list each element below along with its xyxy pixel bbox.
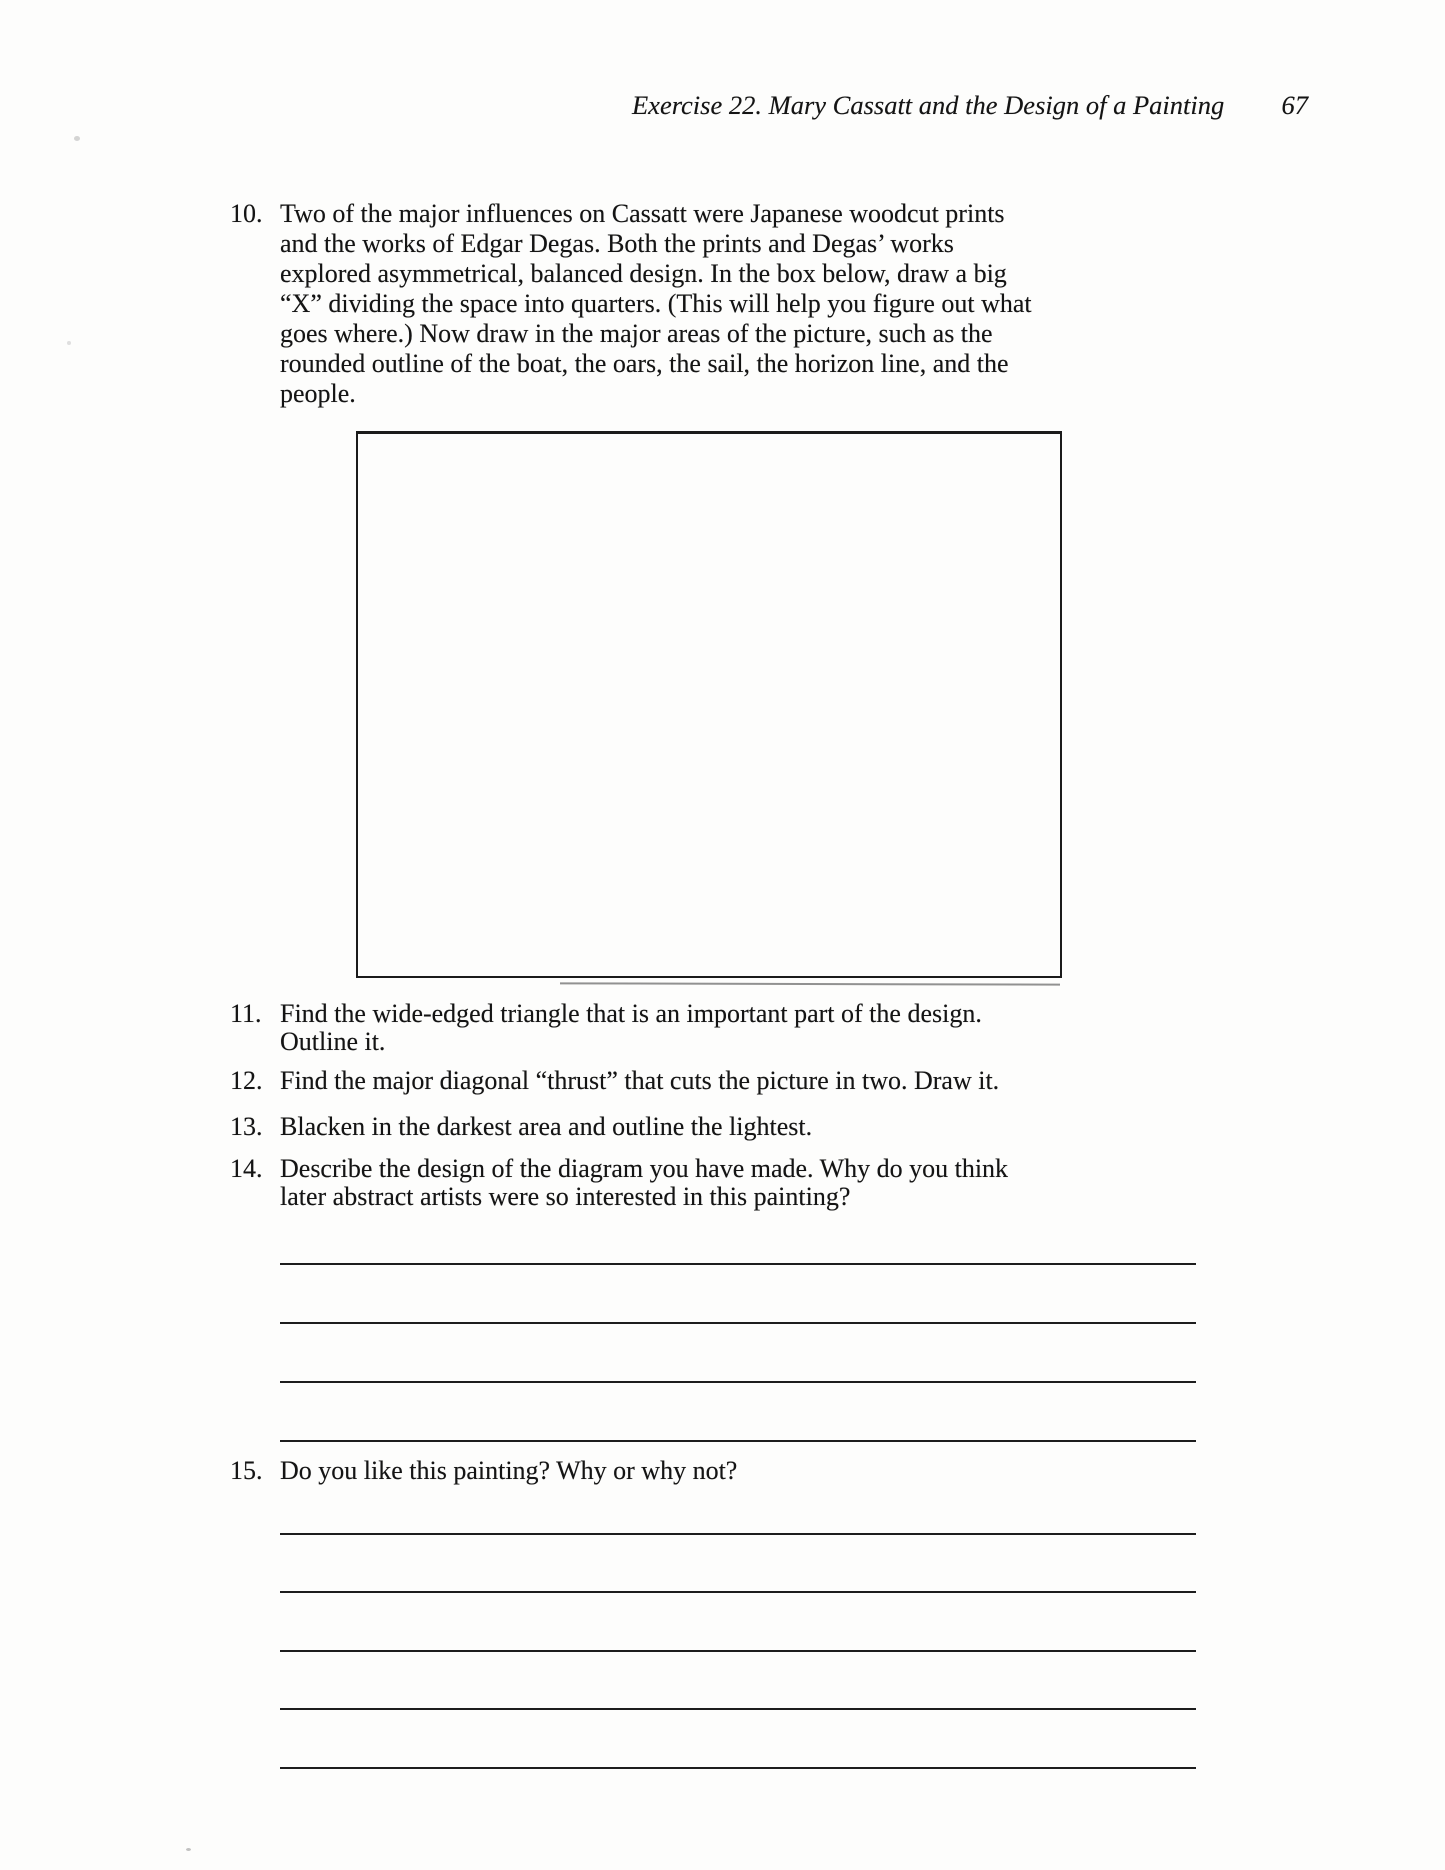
item-12-number: 12. xyxy=(230,1066,263,1095)
item-13-text xyxy=(280,1113,812,1141)
scan-speck xyxy=(74,136,80,141)
item-15-number: 15. xyxy=(230,1456,263,1485)
answer-line xyxy=(280,1652,1196,1711)
item-10-line: rounded outline of the boat, the oars, the sail, the horizon line, and the xyxy=(280,349,1009,378)
item-10-number: 10. xyxy=(230,199,263,228)
answer-line xyxy=(280,1710,1196,1769)
page-number: 67 xyxy=(1281,90,1308,120)
answer-line xyxy=(280,1324,1196,1383)
answer-lines-item-14 xyxy=(280,1206,1196,1442)
item-13-line: Blacken in the darkest area and outline the lightest. xyxy=(280,1112,813,1141)
item-10-line: Two of the major influences on Cassatt were Japanese woodcut prints xyxy=(280,199,1005,228)
answer-lines-item-15 xyxy=(280,1476,1196,1769)
item-10-line: “X” dividing the space into quarters. (This will help you figure out what xyxy=(280,289,1032,318)
item-10 xyxy=(230,199,1032,409)
answer-line xyxy=(280,1476,1196,1535)
scan-artifact-line xyxy=(560,982,1060,985)
running-title: Exercise 22. Mary Cassatt and the Design of a Painting xyxy=(632,90,1225,120)
scan-speck xyxy=(67,341,71,345)
item-10-line: goes where.) Now draw in the major areas of the picture, such as the xyxy=(280,319,993,348)
page-header xyxy=(632,90,1308,120)
item-10-line: people. xyxy=(280,379,356,408)
item-12-text xyxy=(280,1067,999,1095)
item-10-line: and the works of Edgar Degas. Both the prints and Degas’ works xyxy=(280,229,954,258)
answer-line xyxy=(280,1535,1196,1594)
item-11-text xyxy=(280,1000,982,1056)
item-15-line: Do you like this painting? Why or why not? xyxy=(280,1456,738,1485)
item-11-number: 11. xyxy=(230,999,262,1028)
item-11-line: Find the wide-edged triangle that is an important part of the design. xyxy=(280,999,982,1028)
item-11-line: Outline it. xyxy=(280,1027,386,1056)
item-14-line: Describe the design of the diagram you have made. Why do you think xyxy=(280,1154,1009,1183)
scan-speck xyxy=(186,1848,191,1851)
item-14 xyxy=(230,1155,1008,1211)
item-14-number: 14. xyxy=(230,1154,263,1183)
item-13 xyxy=(230,1113,812,1141)
item-11 xyxy=(230,1000,982,1056)
item-12 xyxy=(230,1067,999,1095)
answer-line xyxy=(280,1265,1196,1324)
drawing-box xyxy=(356,431,1062,978)
item-10-text xyxy=(280,199,1032,409)
answer-line xyxy=(280,1383,1196,1442)
item-14-line: later abstract artists were so interested in this painting? xyxy=(280,1182,851,1211)
item-10-line: explored asymmetrical, balanced design. In the box below, draw a big xyxy=(280,259,1007,288)
answer-line xyxy=(280,1206,1196,1265)
answer-line xyxy=(280,1593,1196,1652)
item-13-number: 13. xyxy=(230,1112,263,1141)
item-12-line: Find the major diagonal “thrust” that cuts the picture in two. Draw it. xyxy=(280,1066,1000,1095)
item-14-text xyxy=(280,1155,1008,1211)
